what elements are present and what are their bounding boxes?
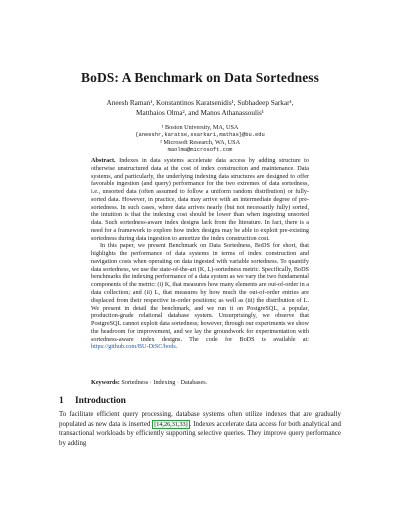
affiliation-1-emails: {aneeshr,karatse,ssarkar1,mathas}@bu.edu xyxy=(135,131,265,138)
affiliation-2: ² Microsoft Research, WA, USA xyxy=(159,139,241,147)
keywords-label: Keywords: xyxy=(91,379,120,386)
abstract-text-2: In this paper, we present Benchmark on Data Sortedness, BoDS for short, that highlights the performance of data systems in terms of index construction and navigation costs when operating on data ingested with variable sortedness. To quantify data sortedness, we use the state-of-the-art (K, L)-sortedness metric. Specifically, BoDS benchmarks the indexing performance of a data system as we vary the two fundamental components of the metric: (i) K, that measures how many elements are out-of-order in a data collection; and (ii) L, that measures by how much the out-of-order entries are displaced from their respective in-order positions; as well as (iii) the distribution of L. We present in detail the benchmark, and we run it on PostgreSQL, a popular, production-grade relational database system. Unsurprisingly, we observe that PostgreSQL cannot exploit data sortedness; however, through our experiments we show the headroom for improvement, and we lay the groundwork for experimentation with sortedness-aware index designs. The code for BoDS is available at: xyxy=(91,242,309,343)
citation-link[interactable]: [14,26,31,33] xyxy=(154,420,188,428)
abstract xyxy=(91,157,309,351)
section-number: 1 xyxy=(59,396,64,406)
abstract-paragraph-2 xyxy=(91,242,309,351)
authors-line-2: Matthaios Olma², and Manos Athanassoulis¹ xyxy=(136,108,264,117)
author-list xyxy=(60,99,340,118)
introduction-body xyxy=(59,410,341,449)
abstract-label: Abstract. xyxy=(91,157,116,164)
section-title: Introduction xyxy=(75,396,126,406)
keywords-text: Sortedness · Indexing · Databases. xyxy=(121,379,208,386)
intro-text-a: To facilitate efficient query processing, database systems often utilize indexes that are gradually populated as new data is inserted xyxy=(59,411,341,428)
abstract-paragraph-1 xyxy=(91,157,309,242)
affiliations xyxy=(60,124,340,155)
intro-paragraph xyxy=(59,410,341,449)
code-link[interactable]: https://github.com/BU-DiSC/bods. xyxy=(91,343,178,351)
paper-title: BoDS: A Benchmark on Data Sortedness xyxy=(81,70,319,85)
section-heading-introduction xyxy=(59,396,126,406)
abstract-text-1: Indexes in data systems accelerate data access by adding structure to otherwise unstructured data at the cost of index construction and maintenance. Data systems, and particularly, the underlying indexing data structures are designed to offer favorable ingestion (and query) performance for the two extremes of data sortedness, i.e., unsorted data (often assumed to follow a uniform random distribution) or fully-sorted data. However, in practice, data may arrive with an intermediate degree of pre-sortedness. In such cases, where data arrives nearly (but not necessarily fully) sorted, the intuition is that the indexing cost should be lower than when ingesting unsorted data. Such sortedness-aware index designs lack from the literature. In fact, there is a need for a framework to explore how index designs may be able to exploit pre-existing sortedness during data ingestion to amortize the index construction cost. xyxy=(91,157,309,242)
affiliation-1: ¹ Boston University, MA, USA xyxy=(161,124,239,131)
authors-line-1: Aneesh Raman¹, Konstantinos Karatsenidis¹, Subhadeep Sarkar¹, xyxy=(106,99,294,107)
keywords xyxy=(91,379,309,387)
affiliation-2-email: maolma@microsoft.com xyxy=(167,147,233,154)
intro-text-b: . Indexes accelerate data access for both analytical and transactional workloads by efficiently supporting selective queries. They improve query performance by adding xyxy=(59,420,341,448)
